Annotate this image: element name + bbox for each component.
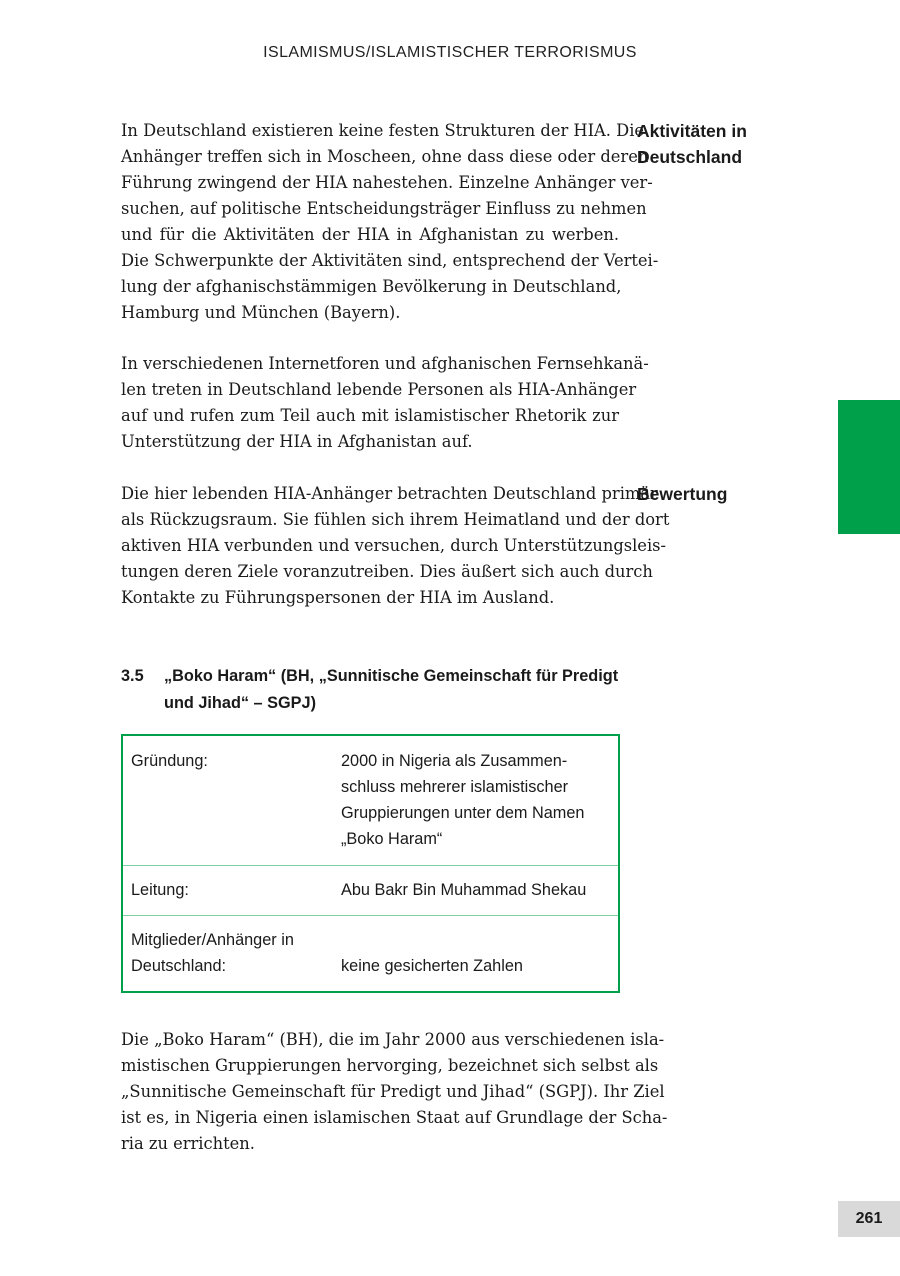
fact-value-line: „Boko Haram“ [341, 830, 443, 848]
text-line: Kontakte zu Führungspersonen der HIA im Ausland. [121, 588, 555, 607]
fact-row-members [123, 915, 618, 991]
text-line: und für die Aktivitäten der HIA in Afghanistan zu werben. [121, 225, 619, 244]
fact-row-founding [123, 736, 618, 865]
text-line: In Deutschland existieren keine festen Strukturen der HIA. Die [121, 121, 645, 140]
margin-note-activities [637, 118, 837, 170]
text-line: lung der afghanischstämmigen Bevölkerung in Deutschland, [121, 277, 622, 296]
text-line: Die „Boko Haram“ (BH), die im Jahr 2000 aus verschiedenen isla- [121, 1030, 665, 1049]
text-line: Unterstützung der HIA in Afghanistan auf. [121, 432, 473, 451]
section-title [164, 663, 619, 717]
fact-label: Leitung: [131, 881, 189, 899]
section-title-line: und Jihad“ – SGPJ) [164, 694, 316, 712]
fact-box [121, 734, 620, 993]
body-paragraph [121, 481, 670, 611]
fact-value: keine gesicherten Zahlen [341, 957, 523, 975]
fact-label-line: Mitglieder/Anhänger in [131, 931, 294, 949]
section-number: 3.5 [121, 667, 144, 685]
page-number: 261 [838, 1201, 900, 1237]
fact-label [123, 927, 341, 979]
body-paragraph [121, 118, 659, 326]
text-line: Führung zwingend der HIA nahestehen. Einzelne Anhänger ver- [121, 173, 653, 192]
text-line: aktiven HIA verbunden und versuchen, durch Unterstützungsleis- [121, 536, 667, 555]
fact-value-line: Gruppierungen unter dem Namen [341, 804, 585, 822]
text-line: mistischen Gruppierungen hervorging, bezeichnet sich selbst als [121, 1056, 659, 1075]
fact-value-line: 2000 in Nigeria als Zusammen- [341, 752, 568, 770]
margin-note-assessment: Bewertung [637, 484, 728, 504]
fact-label: Gründung: [131, 752, 208, 770]
fact-row-leadership [123, 865, 618, 915]
text-line: len treten in Deutschland lebende Personen als HIA-Anhänger [121, 380, 637, 399]
text-line: ria zu errichten. [121, 1134, 255, 1153]
text-line: ist es, in Nigeria einen islamischen Staat auf Grundlage der Scha- [121, 1108, 668, 1127]
section-title-line: „Boko Haram“ (BH, „Sunnitische Gemeinschaft für Predigt [164, 667, 619, 685]
fact-value: Abu Bakr Bin Muhammad Shekau [341, 881, 587, 899]
text-line: „Sunnitische Gemeinschaft für Predigt und Jihad“ (SGPJ). Ihr Ziel [121, 1082, 665, 1101]
fact-label-line: Deutschland: [131, 957, 227, 975]
text-line: tungen deren Ziele voranzutreiben. Dies äußert sich auch durch [121, 562, 653, 581]
text-line: suchen, auf politische Entscheidungsträger Einfluss zu nehmen [121, 199, 647, 218]
text-line: auf und rufen zum Teil auch mit islamistischer Rhetorik zur [121, 406, 619, 425]
fact-value-line: schluss mehrerer islamistischer [341, 778, 569, 796]
chapter-tab [838, 400, 900, 534]
running-head: ISLAMISMUS/ISLAMISTISCHER TERRORISMUS [263, 44, 637, 61]
body-paragraph [121, 1027, 668, 1157]
text-line: Anhänger treffen sich in Moscheen, ohne dass diese oder deren [121, 147, 649, 166]
text-line: In verschiedenen Internetforen und afghanischen Fernsehkanä- [121, 354, 649, 373]
text-line: Die hier lebenden HIA-Anhänger betrachten Deutschland primär [121, 484, 658, 503]
body-paragraph [121, 351, 649, 455]
fact-value [341, 748, 618, 852]
margin-note-line: Aktivitäten in [637, 121, 747, 141]
text-line: als Rückzugsraum. Sie fühlen sich ihrem Heimatland und der dort [121, 510, 670, 529]
margin-note-line: Deutschland [637, 147, 743, 167]
text-line: Die Schwerpunkte der Aktivitäten sind, entsprechend der Vertei- [121, 251, 659, 270]
text-line: Hamburg und München (Bayern). [121, 303, 401, 322]
